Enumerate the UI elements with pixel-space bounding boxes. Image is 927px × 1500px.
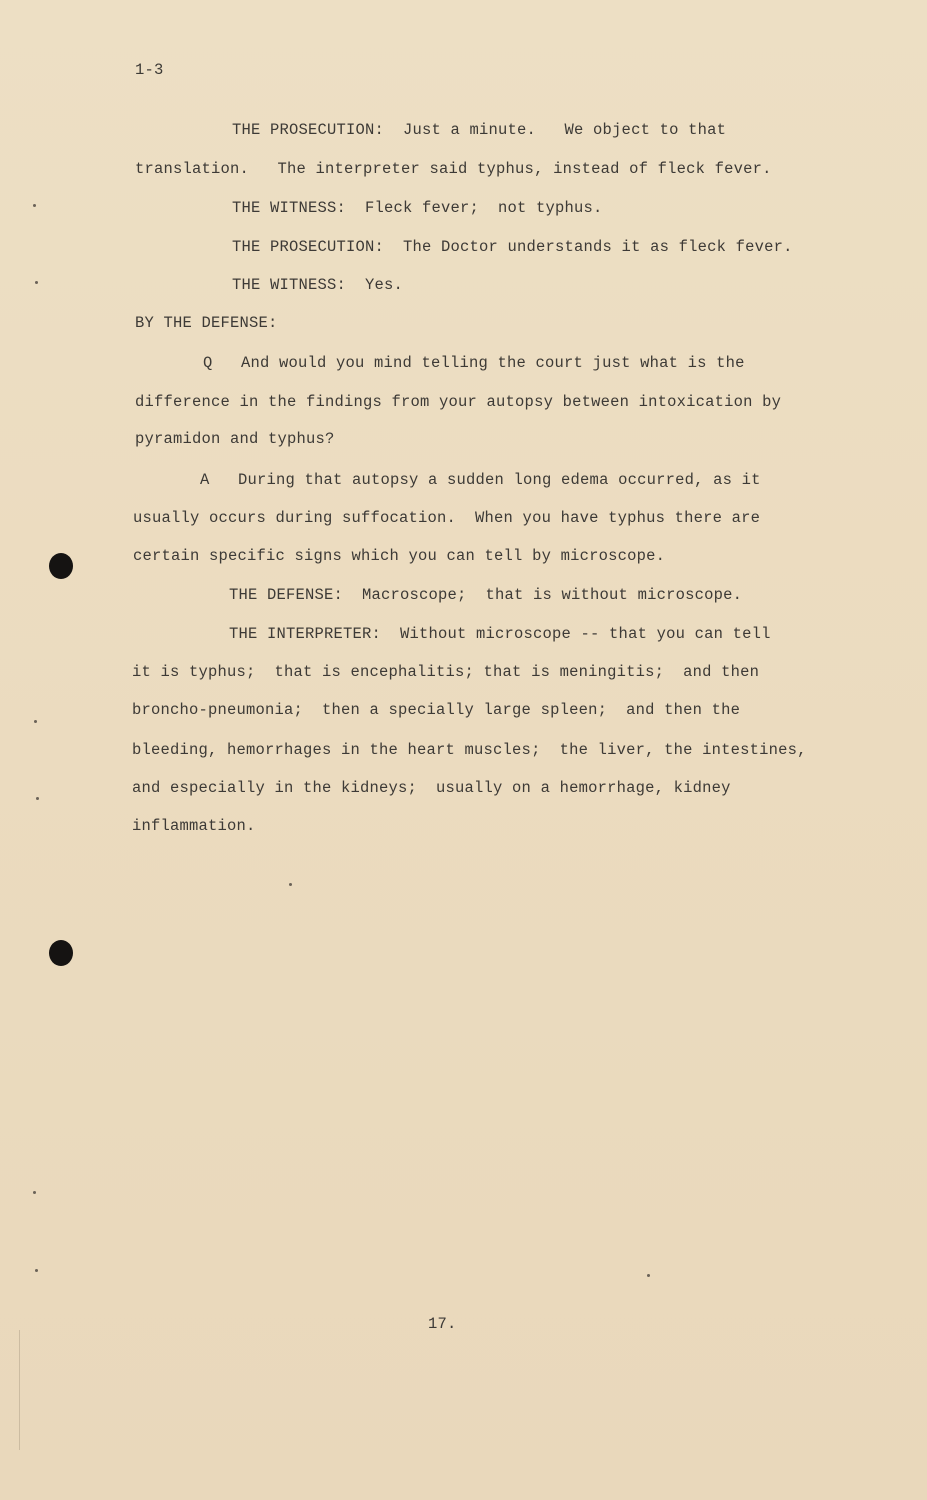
text-line: inflammation.: [132, 817, 256, 835]
text-line: bleeding, hemorrhages in the heart muscles; the liver, the intestines,: [132, 741, 807, 759]
text-line: broncho-pneumonia; then a specially large spleen; and then the: [132, 701, 741, 719]
margin-speck: [36, 797, 39, 800]
binder-hole-bottom: [49, 940, 73, 966]
text-line: THE PROSECUTION: Just a minute. We object to that: [232, 121, 727, 139]
binder-hole-top: [49, 553, 73, 579]
margin-speck: [647, 1274, 650, 1277]
paper-fold: [19, 1330, 20, 1450]
text-line: and especially in the kidneys; usually on a hemorrhage, kidney: [132, 779, 731, 797]
text-line: usually occurs during suffocation. When you have typhus there are: [133, 509, 761, 527]
page-number: 17.: [428, 1315, 457, 1333]
text-line: difference in the findings from your autopsy between intoxication by: [135, 393, 782, 411]
text-line: THE INTERPRETER: Without microscope -- that you can tell: [229, 625, 771, 643]
text-line: Q And would you mind telling the court just what is the: [203, 354, 745, 372]
margin-speck: [35, 281, 38, 284]
text-line: THE WITNESS: Yes.: [232, 276, 404, 294]
page-label: 1-3: [135, 61, 164, 79]
text-line: translation. The interpreter said typhus, instead of fleck fever.: [135, 160, 772, 178]
text-line: THE PROSECUTION: The Doctor understands it as fleck fever.: [232, 238, 793, 256]
text-line: A During that autopsy a sudden long edema occurred, as it: [200, 471, 761, 489]
text-line: pyramidon and typhus?: [135, 430, 335, 448]
text-line: certain specific signs which you can tell by microscope.: [133, 547, 666, 565]
margin-speck: [34, 720, 37, 723]
text-line: THE WITNESS: Fleck fever; not typhus.: [232, 199, 603, 217]
margin-speck: [35, 1269, 38, 1272]
margin-speck: [33, 1191, 36, 1194]
section-heading: BY THE DEFENSE:: [135, 314, 278, 332]
margin-speck: [33, 204, 36, 207]
text-line: THE DEFENSE: Macroscope; that is without microscope.: [229, 586, 743, 604]
margin-speck: [289, 883, 292, 886]
text-line: it is typhus; that is encephalitis; that is meningitis; and then: [132, 663, 760, 681]
